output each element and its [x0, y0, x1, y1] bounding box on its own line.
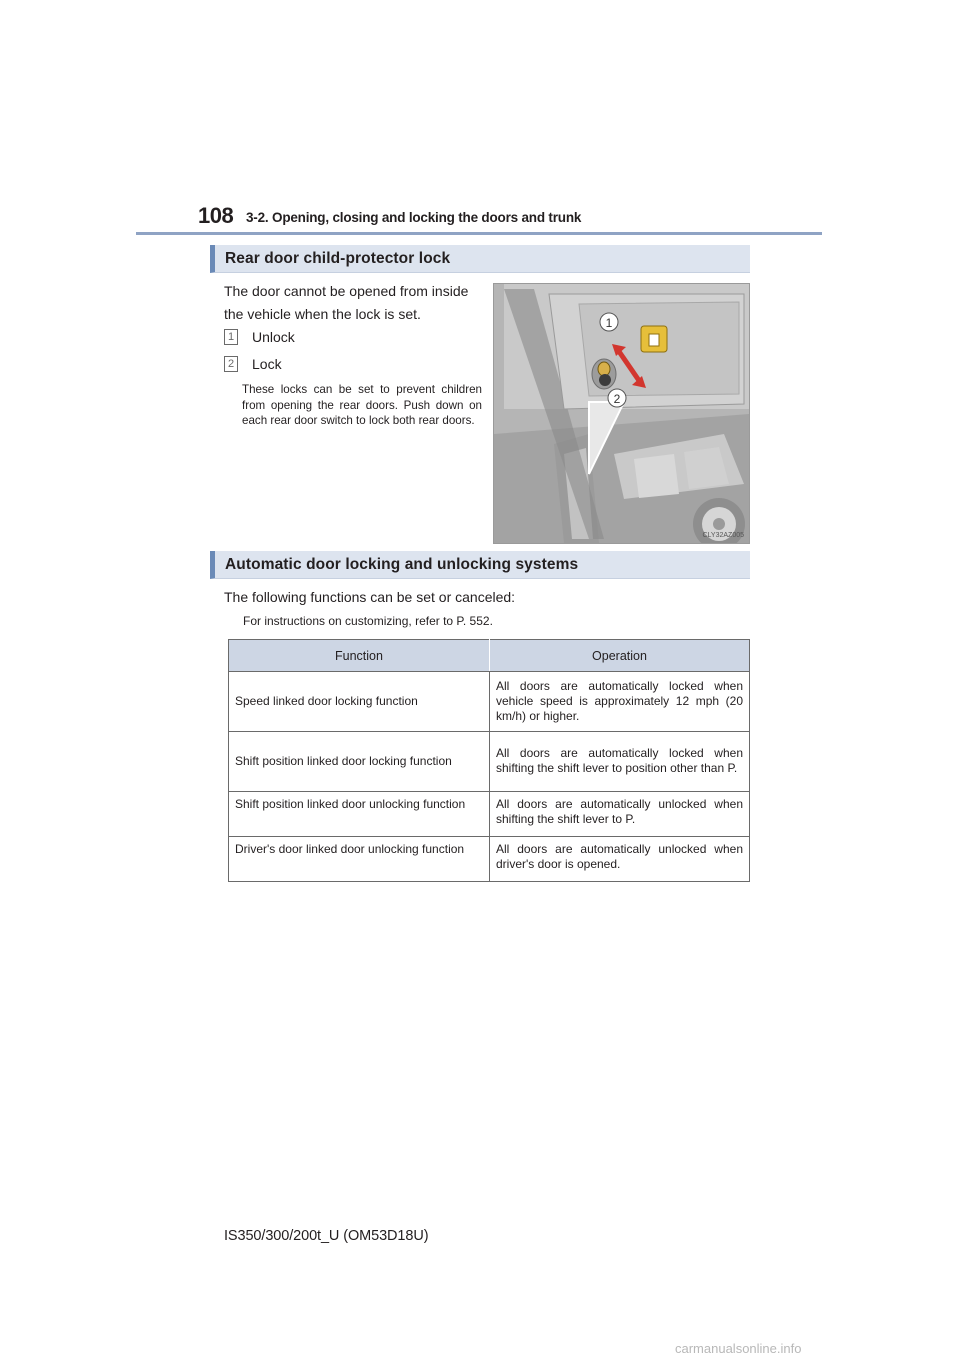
table-row: [229, 792, 750, 837]
lead-text: The following functions can be set or canceled:: [224, 589, 516, 605]
column-header: Function: [229, 640, 490, 672]
table-row: [229, 837, 750, 882]
function-cell: Shift position linked door locking function: [229, 732, 490, 792]
note-text: These locks can be set to prevent children from opening the rear doors. Push down on each rear door switch to lock both rear doors.: [242, 383, 482, 427]
step-number: 1: [224, 329, 238, 345]
intro-text: The door cannot be opened from inside the vehicle when the lock is set.: [224, 283, 469, 322]
customize-reference: For instructions on customizing, refer to P. 552.: [243, 614, 493, 628]
function-cell: Speed linked door locking function: [229, 672, 490, 732]
callout-2: 2: [613, 392, 621, 406]
watermark: carmanualsonline.info: [675, 1341, 802, 1356]
function-cell: Driver's door linked door unlocking function: [229, 837, 490, 882]
table-row: [229, 672, 750, 732]
step-unlock: [224, 329, 295, 345]
section-title: Automatic door locking and unlocking systems: [225, 556, 579, 573]
operation-cell: All doors are automatically locked when vehicle speed is approximately 12 mph (20 km/h) or higher.: [490, 672, 750, 732]
section-header: 3-2. Opening, closing and locking the doors and trunk: [246, 210, 582, 225]
step-label: Unlock: [252, 329, 295, 345]
figure-code: CLY32AZ005: [702, 532, 744, 539]
column-header: Operation: [490, 640, 750, 672]
section-title-bar: [210, 245, 750, 273]
table-header-row: [229, 640, 750, 672]
model-footer: IS350/300/200t_U (OM53D18U): [224, 1228, 429, 1244]
functions-table: [228, 639, 750, 882]
operation-cell: All doors are automatically unlocked when shifting the shift lever to P.: [490, 792, 750, 837]
page-number: 108: [198, 203, 234, 228]
operation-cell: All doors are automatically unlocked when driver's door is opened.: [490, 837, 750, 882]
callout-1: 1: [605, 316, 613, 330]
operation-cell: All doors are automatically locked when shifting the shift lever to position other than P.: [490, 732, 750, 792]
step-number: 2: [224, 356, 238, 372]
step-lock: [224, 356, 282, 372]
header-rule: [136, 232, 822, 235]
section-title-bar: [210, 551, 750, 579]
step-label: Lock: [252, 356, 282, 372]
child-lock-illustration: [493, 283, 750, 544]
table-row: [229, 732, 750, 792]
function-cell: Shift position linked door unlocking function: [229, 792, 490, 837]
section-title: Rear door child-protector lock: [225, 250, 451, 267]
